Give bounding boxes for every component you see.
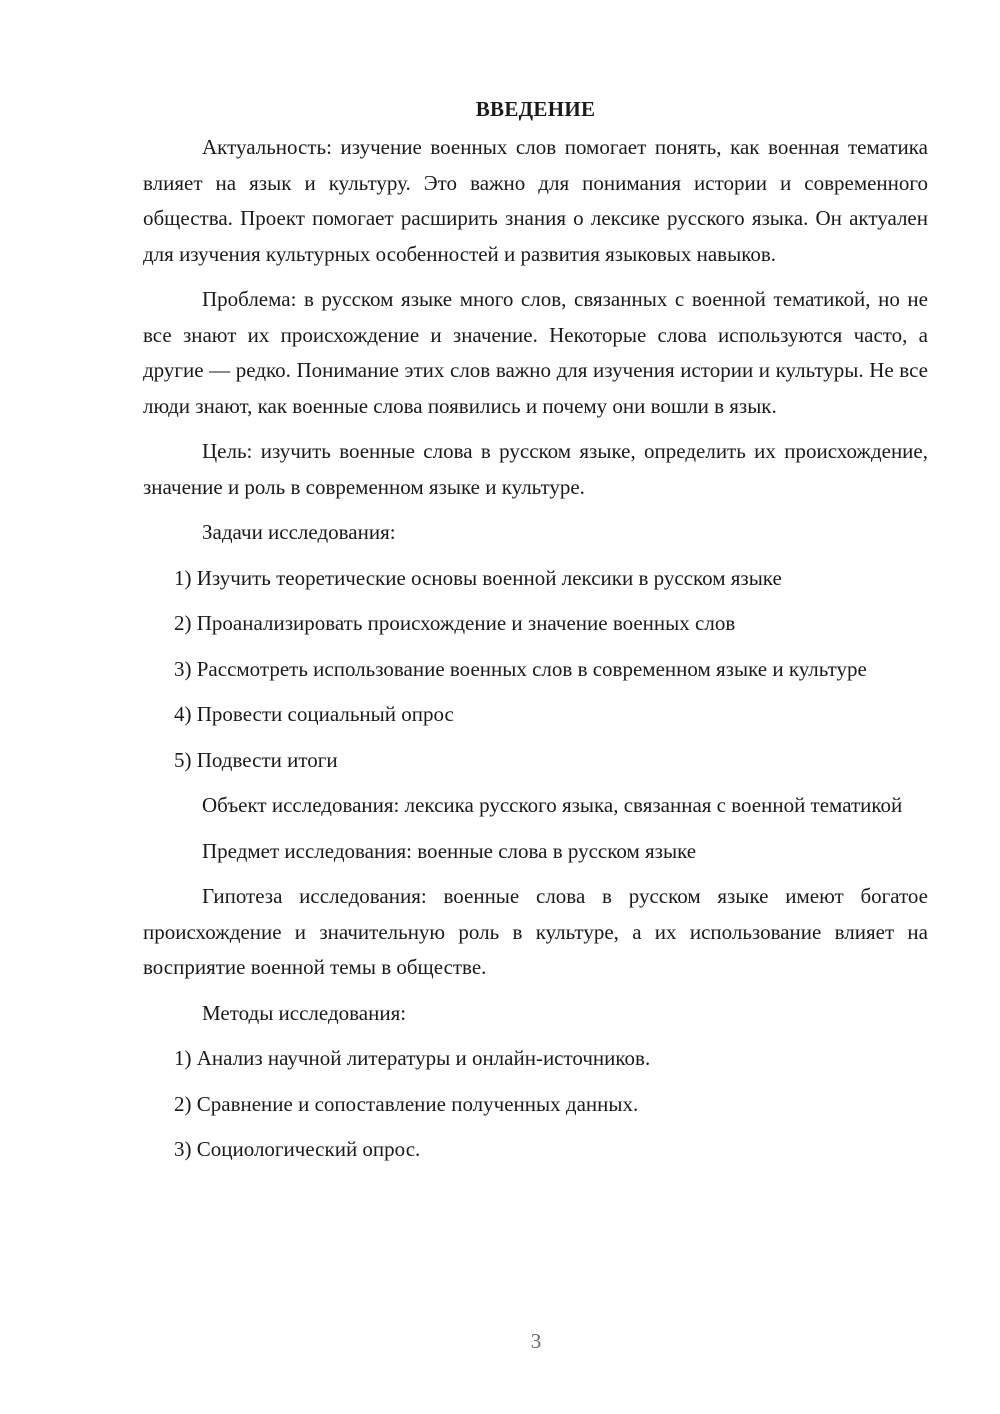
problem-paragraph: Проблема: в русском языке много слов, связанных с военной тематикой, но не все знают их происхождение и значение. Некоторые слова используются часто, а другие — редко. Понимание этих слов важно для изучения истории и культуры. Не все люди знают, как военные слова появились и почему они вошли в язык. bbox=[143, 287, 928, 418]
relevance-paragraph: Актуальность: изучение военных слов помогает понять, как военная тематика влияет на язык и культуру. Это важно для понимания истории и современного общества. Проект помогает расширить знания о лексике русского языка. Он актуален для изучения культурных особенностей и развития языковых навыков. bbox=[143, 135, 928, 266]
page-number: 3 bbox=[530, 1329, 542, 1353]
page-title: ВВЕДЕНИЕ bbox=[475, 97, 596, 121]
method-item: 2) Сравнение и сопоставление полученных данных. bbox=[174, 1091, 639, 1116]
task-item: 2) Проанализировать происхождение и значение военных слов bbox=[174, 611, 736, 635]
method-item: 1) Анализ научной литературы и онлайн-источников. bbox=[174, 1046, 651, 1070]
page-content bbox=[143, 92, 928, 1178]
task-item: 3) Рассмотреть использование военных слов в современном языке и культуре bbox=[174, 656, 867, 681]
subject-paragraph: Предмет исследования: военные слова в русском языке bbox=[202, 838, 697, 863]
method-item: 3) Социологический опрос. bbox=[174, 1137, 421, 1161]
hypothesis-paragraph: Гипотеза исследования: военные слова в русском языке имеют богатое происхождение и значительную роль в культуре, а их использование влияет на восприятие военной темы в обществе. bbox=[143, 884, 928, 979]
task-item: 4) Провести социальный опрос bbox=[174, 702, 454, 726]
goal-paragraph: Цель: изучить военные слова в русском языке, определить их происхождение, значение и роль в современном языке и культуре. bbox=[143, 439, 928, 499]
task-item: 1) Изучить теоретические основы военной лексики в русском языке bbox=[174, 565, 782, 590]
methods-heading: Методы исследования: bbox=[202, 1000, 407, 1025]
object-paragraph: Объект исследования: лексика русского языка, связанная с военной тематикой bbox=[202, 793, 903, 817]
task-item: 5) Подвести итоги bbox=[174, 747, 338, 772]
tasks-heading: Задачи исследования: bbox=[202, 520, 396, 544]
